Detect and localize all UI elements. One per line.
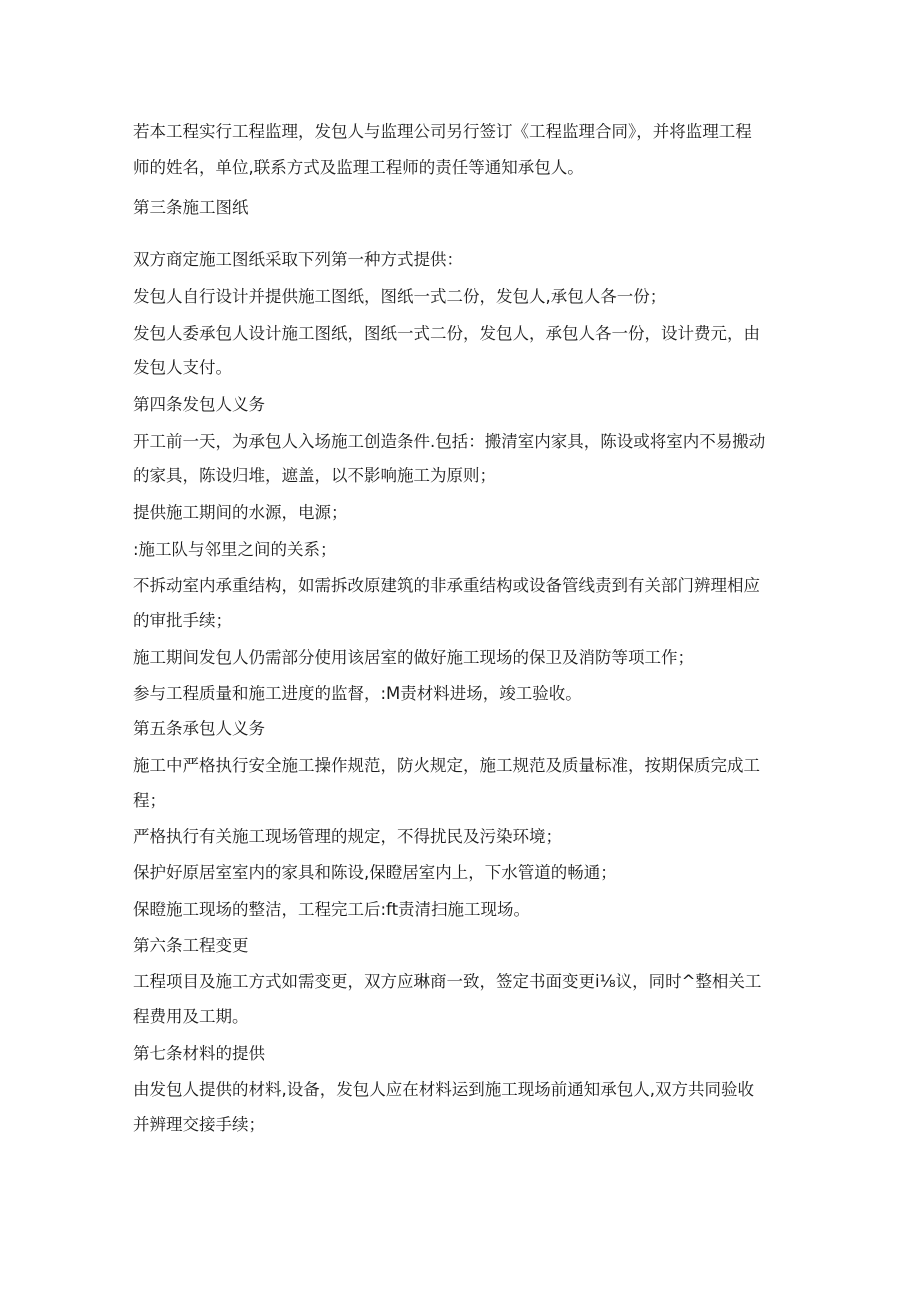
paragraph-line: 程费用及工期。 — [133, 1007, 249, 1026]
paragraph-line: :施工队与邻里之间的关系； — [133, 540, 337, 559]
paragraph-line: 施工中严格执行安全施工操作规范，防火规定，施工规范及质量标准，按期保质完成工 — [133, 756, 760, 775]
paragraph-line: 开工前一天，为承包人入场施工创造条件.包括：搬清室内家具，陈设或将室内不易搬动 — [133, 432, 766, 451]
paragraph-line: 发包人委承包人设计施工图纸，图纸一式二份，发包人，承包人各一份，设计费元，由 — [133, 324, 760, 343]
article-heading: 第七条材料的提供 — [133, 1044, 265, 1063]
paragraph-line: 由发包人提供的材料,设备，发包人应在材料运到施工现场前通知承包人,双方共同验收 — [133, 1080, 754, 1099]
article-heading: 第三条施工图纸 — [133, 198, 249, 217]
paragraph-line: 发包人自行设计并提供施工图纸，图纸一式二份，发包人,承包人各一份； — [133, 287, 667, 306]
paragraph-line: 参与工程质量和施工进度的监督，:M责材料进场，竣工验收。 — [133, 684, 582, 703]
article-heading: 第五条承包人义务 — [133, 719, 265, 738]
paragraph-line: 若本工程实行工程监理，发包人与监理公司另行签订《工程监理合同》，并将监理工程 — [133, 122, 752, 141]
article-heading: 第六条工程变更 — [133, 936, 249, 955]
paragraph-line: 严格执行有关施工现场管理的规定，不得扰民及污染环境； — [133, 827, 562, 846]
paragraph-line: 保护好原居室室内的家具和陈设,保瞪居室内上，下水管道的畅通； — [133, 863, 617, 882]
article-heading: 第四条发包人义务 — [133, 395, 265, 414]
paragraph-line: 双方商定施工图纸采取下列第一种方式提供： — [133, 250, 463, 269]
paragraph-line: 的审批手续； — [133, 611, 232, 630]
paragraph-line: 提供施工期间的水源，电源； — [133, 503, 348, 522]
paragraph-line: 程； — [133, 791, 166, 810]
paragraph-line: 并辨理交接手续； — [133, 1115, 265, 1134]
paragraph-line: 师的姓名，单位,联系方式及监理工程师的责任等通知承包人。 — [133, 158, 584, 177]
paragraph-line: 的家具，陈设归堆，遮盖，以不影响施工为原则； — [133, 466, 496, 485]
paragraph-line: 施工期间发包人仍需部分使用该居室的做好施工现场的保卫及消防等项工作； — [133, 648, 694, 667]
paragraph-line: 工程项目及施工方式如需变更，双方应琳商一致，签定书面变更i⅛议，同时^整相关工 — [133, 972, 762, 991]
paragraph-line: 保瞪施工现场的整洁，工程完工后:ft责清扫施工现场。 — [133, 900, 531, 919]
paragraph-line: 发包人支付。 — [133, 358, 232, 377]
paragraph-line: 不拆动室内承重结构，如需拆改原建筑的非承重结构或设备管线责到有关部门辨理相应 — [133, 576, 760, 595]
